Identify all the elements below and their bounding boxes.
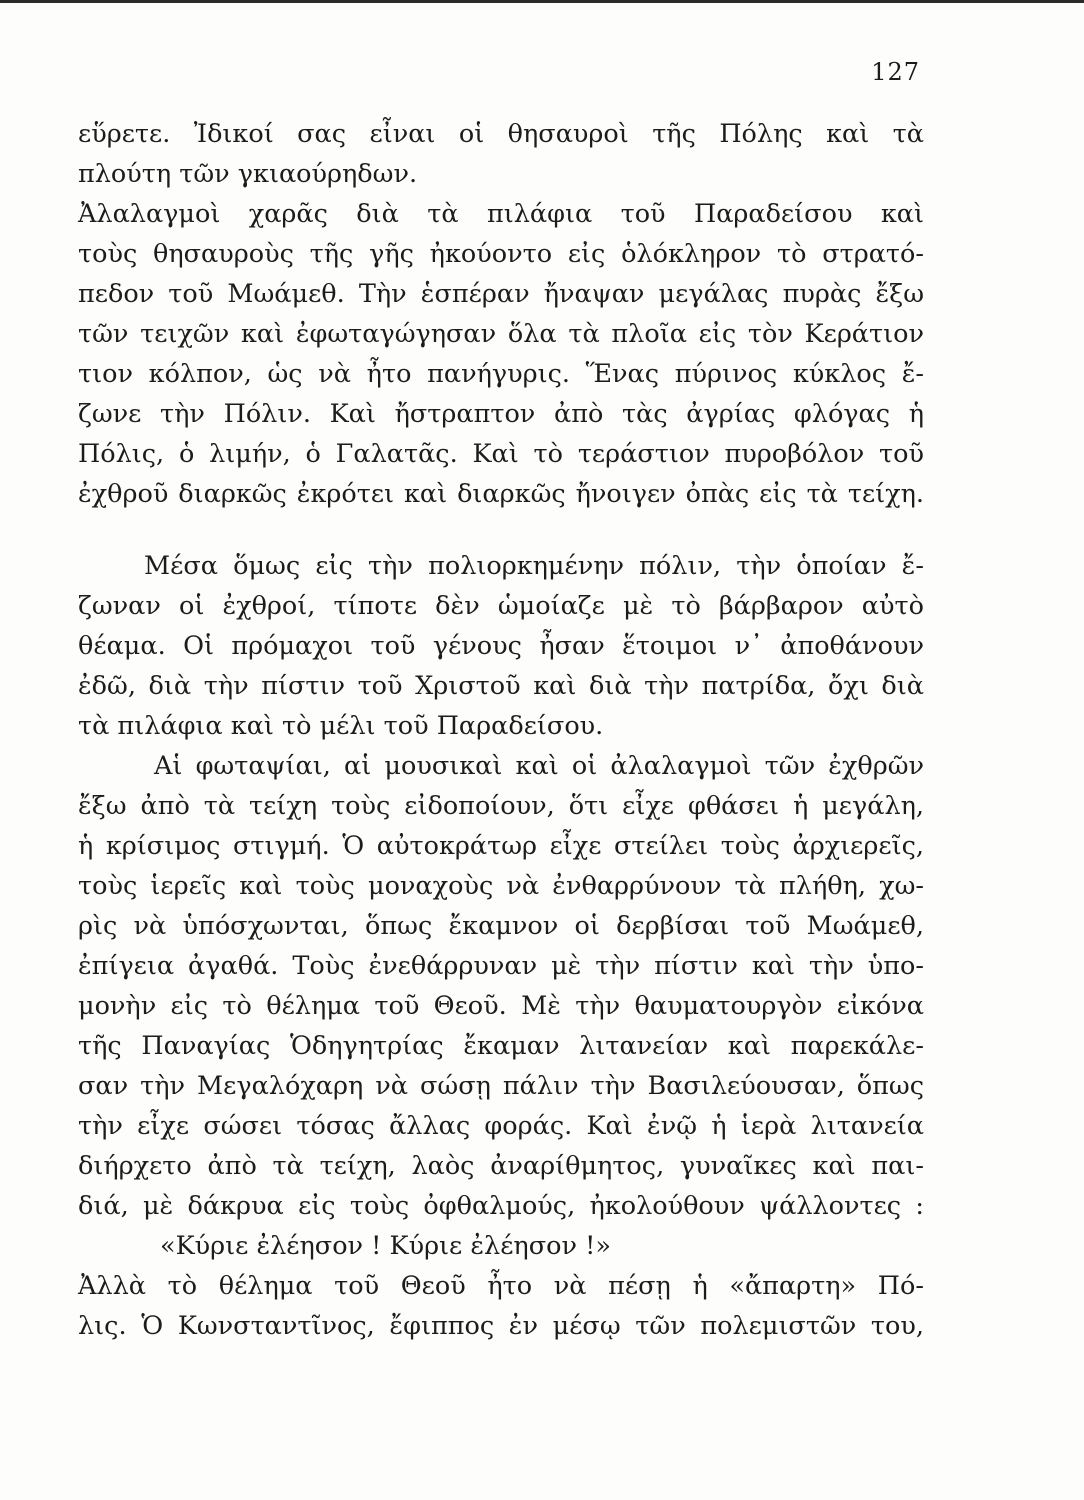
text-line: διήρχετο ἀπὸ τὰ τείχη, λαὸς ἀναρίθμητος, γυναῖκες καὶ παι- <box>78 1151 924 1181</box>
text-line: τῆς Παναγίας Ὁδηγητρίας ἔκαμαν λιτανείαν καὶ παρεκάλε- <box>78 1031 924 1061</box>
text-line: Ἀλλὰ τὸ θέλημα τοῦ Θεοῦ ἦτο νὰ πέσῃ ἡ «ἄπαρτη» Πό- <box>78 1271 924 1301</box>
text-line: τῶν τειχῶν καὶ ἐφωταγώγησαν ὅλα τὰ πλοῖα εἰς τὸν Κεράτιον <box>78 319 924 349</box>
text-line: «Κύριε ἐλέησον ! Κύριε ἐλέησον !» <box>160 1231 611 1261</box>
text-line: ἔξω ἀπὸ τὰ τείχη τοὺς εἰδοποίουν, ὅτι εἶχε φθάσει ἡ μεγάλη, <box>78 791 924 821</box>
body-text <box>78 114 924 1346</box>
text-line: λις. Ὁ Κωνσταντῖνος, ἔφιππος ἐν μέσῳ τῶν πολεμιστῶν του, <box>78 1311 924 1341</box>
paragraph-gap <box>78 514 924 546</box>
text-line: πεδον τοῦ Μωάμεθ. Τὴν ἑσπέραν ἤναψαν μεγάλας πυρὰς ἔξω <box>78 279 924 309</box>
text-line: Αἱ φωταψίαι, αἱ μουσικαὶ καὶ οἱ ἀλαλαγμοὶ τῶν ἐχθρῶν <box>154 751 924 781</box>
text-line: τιον κόλπον, ὡς νὰ ἦτο πανήγυρις. Ἕνας πύρινος κύκλος ἔ- <box>78 359 924 389</box>
text-line: ζωνε τὴν Πόλιν. Καὶ ἤστραπτον ἀπὸ τὰς ἀγρίας φλόγας ἡ <box>78 399 924 429</box>
text-line: ἡ κρίσιμος στιγμή. Ὁ αὐτοκράτωρ εἶχε στείλει τοὺς ἀρχιερεῖς, <box>78 831 924 861</box>
text-line: Ἀλαλαγμοὶ χαρᾶς διὰ τὰ πιλάφια τοῦ Παραδείσου καὶ <box>78 199 924 229</box>
top-edge-rule <box>0 0 1084 3</box>
text-line: Πόλις, ὁ λιμήν, ὁ Γαλατᾶς. Καὶ τὸ τεράστιον πυροβόλον τοῦ <box>78 439 924 469</box>
text-line: τοὺς θησαυροὺς τῆς γῆς ἠκούοντο εἰς ὁλόκληρον τὸ στρατό- <box>78 239 924 269</box>
paragraph <box>78 114 924 194</box>
text-line: θέαμα. Οἱ πρόμαχοι τοῦ γένους ἦσαν ἕτοιμοι ν᾽ ἀποθάνουν <box>78 631 924 661</box>
paragraph <box>78 746 924 1266</box>
paragraph <box>78 546 924 746</box>
paragraph <box>78 194 924 514</box>
text-line: τὰ πιλάφια καὶ τὸ μέλι τοῦ Παραδείσου. <box>78 711 604 741</box>
text-line: μονὴν εἰς τὸ θέλημα τοῦ Θεοῦ. Μὲ τὴν θαυματουργὸν εἰκόνα <box>78 991 924 1021</box>
text-line: ἐδῶ, διὰ τὴν πίστιν τοῦ Χριστοῦ καὶ διὰ τὴν πατρίδα, ὄχι διὰ <box>78 671 924 701</box>
page-number: 127 <box>871 58 920 86</box>
text-line: πλούτη τῶν γκιαούρηδων. <box>78 159 418 189</box>
text-line: τοὺς ἱερεῖς καὶ τοὺς μοναχοὺς νὰ ἐνθαρρύνουν τὰ πλήθη, χω- <box>78 871 924 901</box>
text-line: Μέσα ὅμως εἰς τὴν πολιορκημένην πόλιν, τὴν ὁποίαν ἔ- <box>144 551 924 581</box>
text-line: σαν τὴν Μεγαλόχαρη νὰ σώσῃ πάλιν τὴν Βασιλεύουσαν, ὅπως <box>78 1071 924 1101</box>
text-line: διά, μὲ δάκρυα εἰς τοὺς ὀφθαλμούς, ἠκολούθουν ψάλλοντες : <box>78 1191 924 1221</box>
paragraph <box>78 1266 924 1346</box>
text-line: ζωναν οἱ ἐχθροί, τίποτε δὲν ὡμοίαζε μὲ τὸ βάρβαρον αὐτὸ <box>78 591 924 621</box>
text-line: ρὶς νὰ ὑπόσχωνται, ὅπως ἔκαμνον οἱ δερβίσαι τοῦ Μωάμεθ, <box>78 911 924 941</box>
text-line: ἐχθροῦ διαρκῶς ἐκρότει καὶ διαρκῶς ἤνοιγεν ὀπὰς εἰς τὰ τείχη. <box>78 479 924 509</box>
text-line: ἐπίγεια ἀγαθά. Τοὺς ἐνεθάρρυναν μὲ τὴν πίστιν καὶ τὴν ὑπο- <box>78 951 924 981</box>
text-line: τὴν εἶχε σώσει τόσας ἄλλας φοράς. Καὶ ἐνῷ ἡ ἱερὰ λιτανεία <box>78 1111 924 1141</box>
text-line: εὕρετε. Ἰδικοί σας εἶναι οἱ θησαυροὶ τῆς Πόλης καὶ τὰ <box>78 119 924 149</box>
